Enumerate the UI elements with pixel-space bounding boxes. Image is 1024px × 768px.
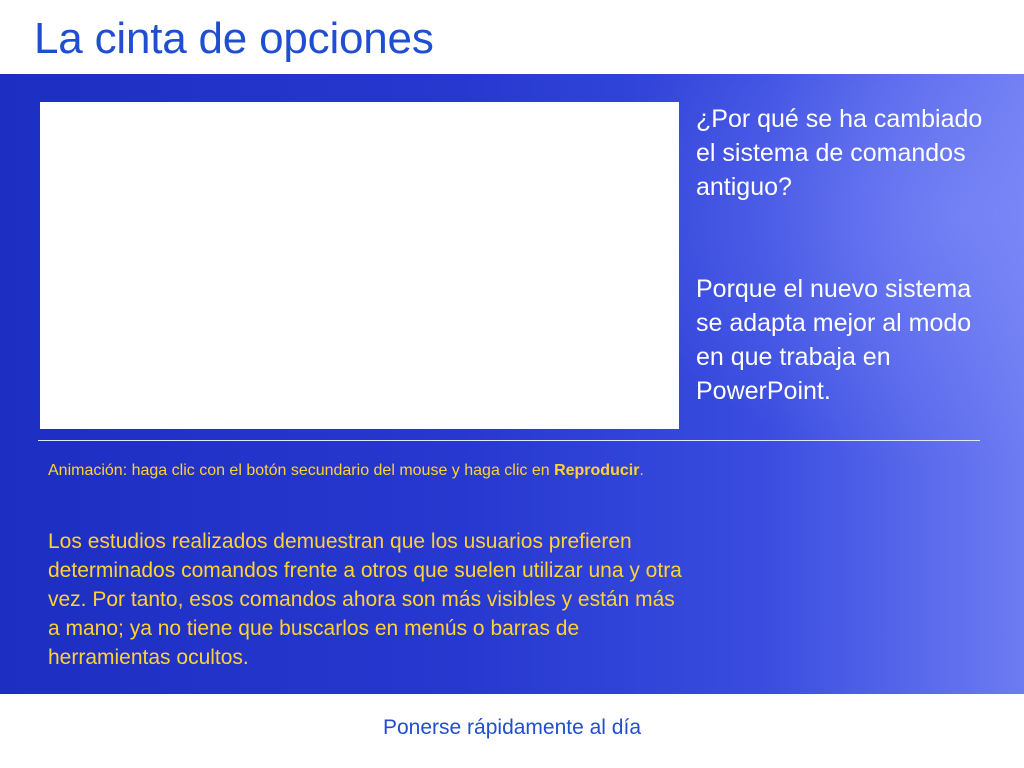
side-question: ¿Por qué se ha cambiado el sistema de comandos antiguo? xyxy=(696,105,983,201)
footer-text: Ponerse rápidamente al día xyxy=(383,716,641,739)
content-panel xyxy=(0,74,1024,694)
slide-title: La cinta de opciones xyxy=(34,14,434,63)
animation-note xyxy=(48,458,688,483)
animation-note-emphasis: Reproducir xyxy=(554,462,640,479)
divider-line xyxy=(38,440,980,441)
body-text: Los estudios realizados demuestran que los usuarios prefieren determinados comandos frente a otros que suelen utilizar una y otra vez. Por tanto, esos comandos ahora son más visibles y están más a mano; ya no tiene que buscarlos en menús o barras de herramientas ocultos. xyxy=(48,530,682,669)
side-answer: Porque el nuevo sistema se adapta mejor al modo en que trabaja en PowerPoint. xyxy=(696,275,972,405)
animation-video-frame[interactable] xyxy=(40,102,679,429)
animation-note-suffix: . xyxy=(639,462,644,479)
animation-note-prefix: Animación: haga clic con el botón secundario del mouse y haga clic en xyxy=(48,462,555,479)
